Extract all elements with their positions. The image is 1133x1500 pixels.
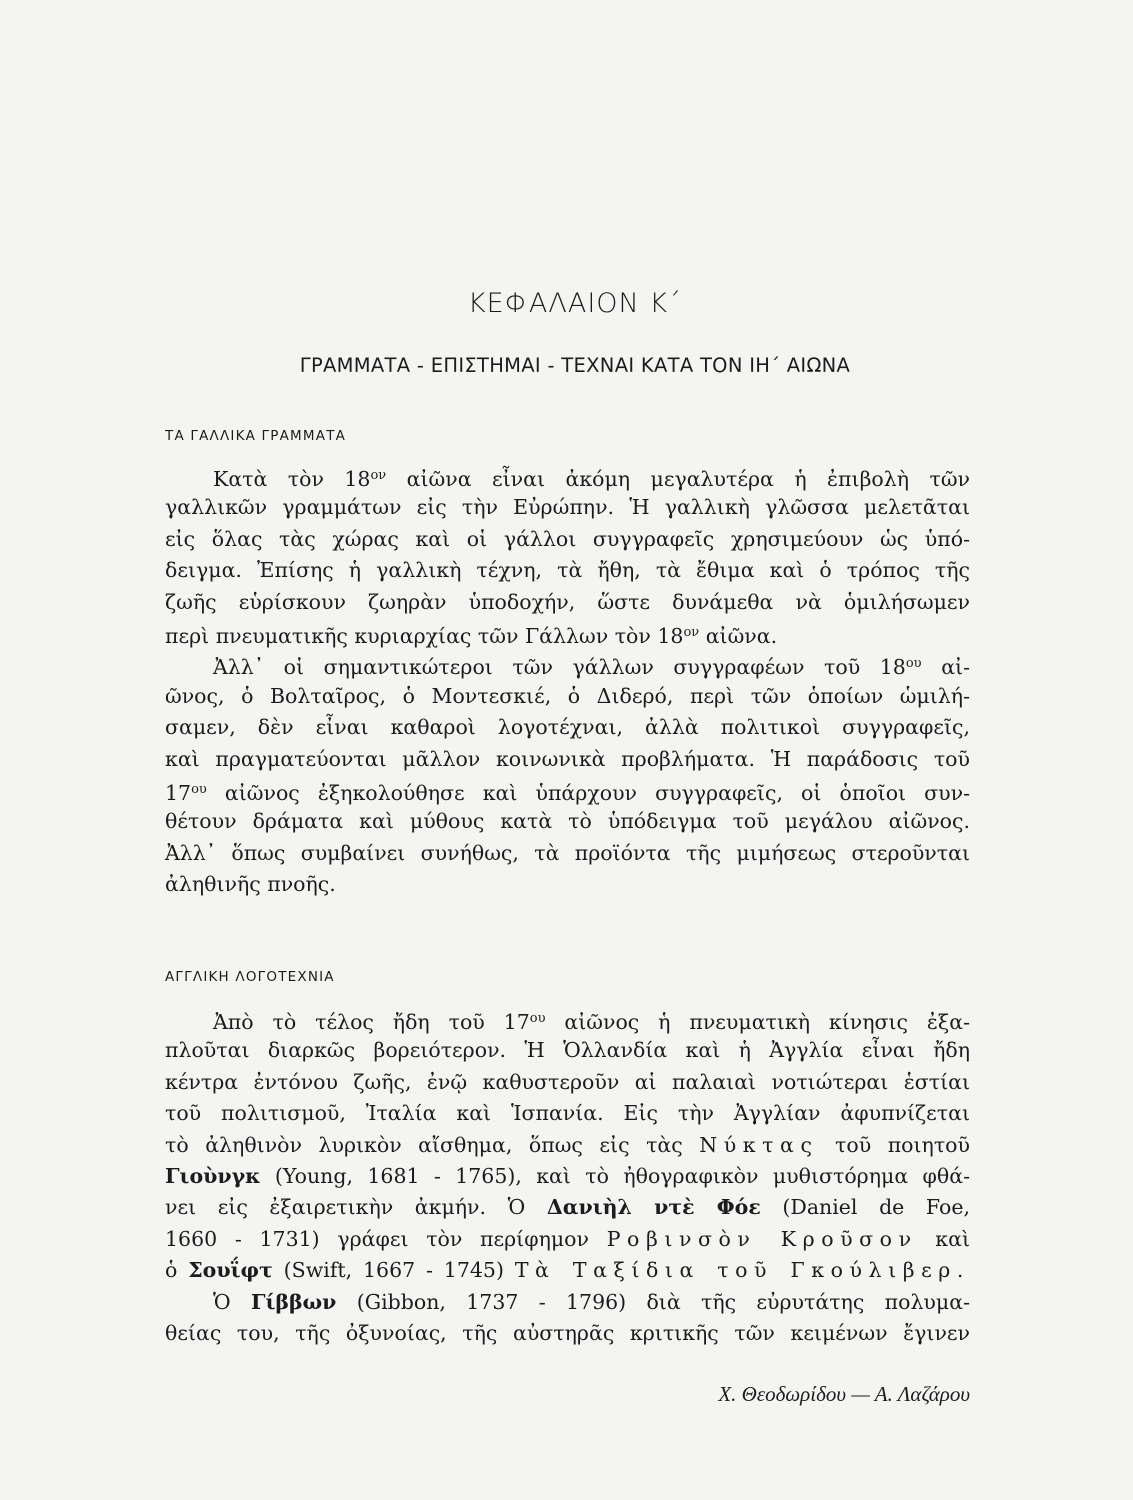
text-segment: Ὁ [213, 1289, 251, 1314]
text-segment: 17 [165, 781, 192, 805]
ordinal-superscript: ον [370, 468, 387, 483]
text-line [165, 713, 970, 741]
text-segment: ἀληθινῆς πνοῆς. [165, 872, 336, 897]
bold-name: Γίββων [250, 1289, 337, 1314]
text-line [165, 1099, 970, 1127]
text-segment: καὶ πραγματεύονται μᾶλλον κοινωνικὰ προβλήματα. Ἡ παράδοσις τοῦ [165, 746, 970, 771]
text-segment: (Young, 1681 - 1765), καὶ τὸ ἠθογραφικὸν μυθιστόρημα φθά- [260, 1164, 970, 1188]
text-line [165, 807, 970, 835]
text-segment: θείας του, τῆς ὀξυνοίας, τῆς αὐστηρᾶς κριτικῆς τῶν κειμένων ἔγινεν [165, 1321, 970, 1345]
text-line [213, 1005, 970, 1036]
text-segment: εἰς ὅλας τὰς χώρας καὶ οἱ γάλλοι συγγραφεῖς χρησιμεύουν ὡς ὑπό- [165, 526, 970, 551]
text-line [165, 745, 970, 773]
text-segment: ῶνος, ὁ Βολταῖρος, ὁ Μοντεσκιέ, ὁ Διδερό, περὶ τῶν ὁποίων ὡμιλή- [165, 683, 970, 708]
text-line [213, 462, 970, 493]
text-line [165, 1319, 970, 1347]
text-segment: Ἀλλ᾽ ὅπως συμβαίνει συνήθως, τὰ προϊόντα τῆς μιμήσεως στεροῦνται [165, 840, 970, 865]
text-line [165, 1131, 970, 1159]
text-segment: (Swift, 1667 - 1745) [272, 1258, 515, 1283]
ordinal-superscript: ου [191, 782, 207, 797]
text-segment: αἰῶνος ἡ πνευματικὴ κίνησις ἐξα- [545, 1010, 970, 1034]
text-line [213, 1288, 970, 1316]
section-heading: ΤΑ ΓΑΛΛΙΚΑ ΓΡΑΜΜΑΤΑ [165, 428, 347, 444]
text-segment: (Daniel de Foe, [760, 1195, 970, 1220]
text-segment: νει εἰς ἐξαιρετικὴν ἀκμήν. Ὁ [165, 1195, 547, 1220]
ordinal-superscript: ου [529, 1011, 546, 1026]
bold-name: Δανιὴλ ντὲ Φόε [546, 1195, 761, 1220]
text-line [165, 1036, 970, 1064]
text-line [165, 1256, 970, 1284]
text-segment: αἰῶνα εἶναι ἀκόμη μεγαλυτέρα ἡ ἐπιβολὴ τῶν [386, 467, 970, 491]
text-segment: καὶ [917, 1226, 970, 1251]
text-line [165, 1193, 970, 1221]
text-segment: (Gibbon, 1737 - 1796) διὰ τῆς εὐρυτάτης πολυμα- [336, 1289, 970, 1314]
text-line [165, 556, 970, 584]
text-segment: αἰ- [921, 655, 971, 680]
text-segment: πλοῦται διαρκῶς βορειότερον. Ἡ Ὁλλανδία καὶ ἡ Ἀγγλία εἶναι ἤδη [165, 1038, 970, 1063]
text-line [165, 839, 970, 867]
ordinal-superscript: ου [905, 656, 922, 672]
spaced-title: Τὰ Ταξίδια τοῦ Γκούλιβερ. [514, 1258, 970, 1283]
spaced-title: Ροβινσὸν Κροῦσον [606, 1226, 918, 1251]
text-segment: Ἀπὸ τὸ τέλος ἤδη τοῦ 17 [213, 1010, 530, 1034]
text-segment: περὶ πνευματικῆς κυριαρχίας τῶν Γάλλων τὸν 18 [165, 624, 684, 648]
text-segment: ζωῆς εὑρίσκουν ζωηρὰν ὑποδοχήν, ὥστε δυνάμεθα νὰ ὁμιλήσωμεν [165, 589, 970, 614]
text-line [165, 588, 970, 616]
chapter-title: ΚΕΦΑΛΑΙΟΝ Κ΄ [467, 288, 683, 319]
ordinal-superscript: ον [683, 625, 700, 640]
text-line [165, 870, 970, 898]
text-segment: Ἀλλ᾽ οἱ σημαντικώτεροι τῶν γάλλων συγγραφέων τοῦ 18 [213, 655, 906, 680]
text-segment: τοῦ ποιητοῦ [818, 1132, 970, 1157]
text-line [165, 776, 970, 807]
text-line [165, 1162, 970, 1190]
spaced-title: Νύκτας [699, 1132, 819, 1157]
text-segment: σαμεν, δὲν εἶναι καθαροὶ λογοτέχναι, ἀλλὰ πολιτικοὶ συγγραφεῖς, [165, 715, 970, 740]
text-segment: δειγμα. Ἐπίσης ἡ γαλλικὴ τέχνη, τὰ ἤθη, τὰ ἔθιμα καὶ ὁ τρόπος τῆς [165, 558, 970, 583]
text-segment: κέντρα ἐντόνου ζωῆς, ἐνῷ καθυστεροῦν αἱ παλαιαὶ νοτιώτεραι ἑστίαι [165, 1069, 970, 1094]
chapter-subtitle: ΓΡΑΜΜΑΤΑ - ΕΠΙΣΤΗΜΑΙ - ΤΕΧΝΑΙ ΚΑΤΑ ΤΟΝ ΙΗ΄ ΑΙΩΝΑ [299, 354, 851, 377]
text-segment: τοῦ πολιτισμοῦ, Ἰταλία καὶ Ἱσπανία. Εἰς τὴν Ἀγγλίαν ἀφυπνίζεται [165, 1101, 970, 1126]
page-footer-authors: Χ. Θεοδωρίδου — Α. Λαζάρου [718, 1382, 970, 1406]
text-line [165, 525, 970, 553]
text-segment: αἰῶνος ἐξηκολούθησε καὶ ὑπάρχουν συγγραφεῖς, οἱ ὁποῖοι συν- [206, 781, 970, 805]
text-segment: τὸ ἀληθινὸν λυρικὸν αἴσθημα, ὅπως εἰς τὰς [165, 1132, 700, 1157]
text-line [213, 650, 970, 681]
text-line [165, 682, 970, 710]
text-line [165, 1225, 970, 1253]
text-line [165, 493, 970, 521]
text-segment: θέτουν δράματα καὶ μύθους κατὰ τὸ ὑπόδειγμα τοῦ μεγάλου αἰῶνος. [165, 809, 970, 834]
text-line [165, 1068, 970, 1096]
bold-name: Σουΐφτ [188, 1258, 273, 1283]
text-segment: Κατὰ τὸν 18 [213, 467, 371, 491]
text-segment: ὁ [165, 1258, 189, 1283]
section-heading: ΑΓΓΛΙΚΗ ΛΟΓΟΤΕΧΝΙΑ [165, 969, 335, 985]
text-segment: αἰῶνα. [699, 624, 778, 648]
text-line [165, 619, 970, 650]
bold-name: Γιοὺνγκ [165, 1164, 261, 1188]
text-segment: 1660 - 1731) γράφει τὸν περίφημον [165, 1226, 607, 1251]
text-segment: γαλλικῶν γραμμάτων εἰς τὴν Εὐρώπην. Ἡ γαλλικὴ γλῶσσα μελετᾶται [165, 495, 970, 520]
